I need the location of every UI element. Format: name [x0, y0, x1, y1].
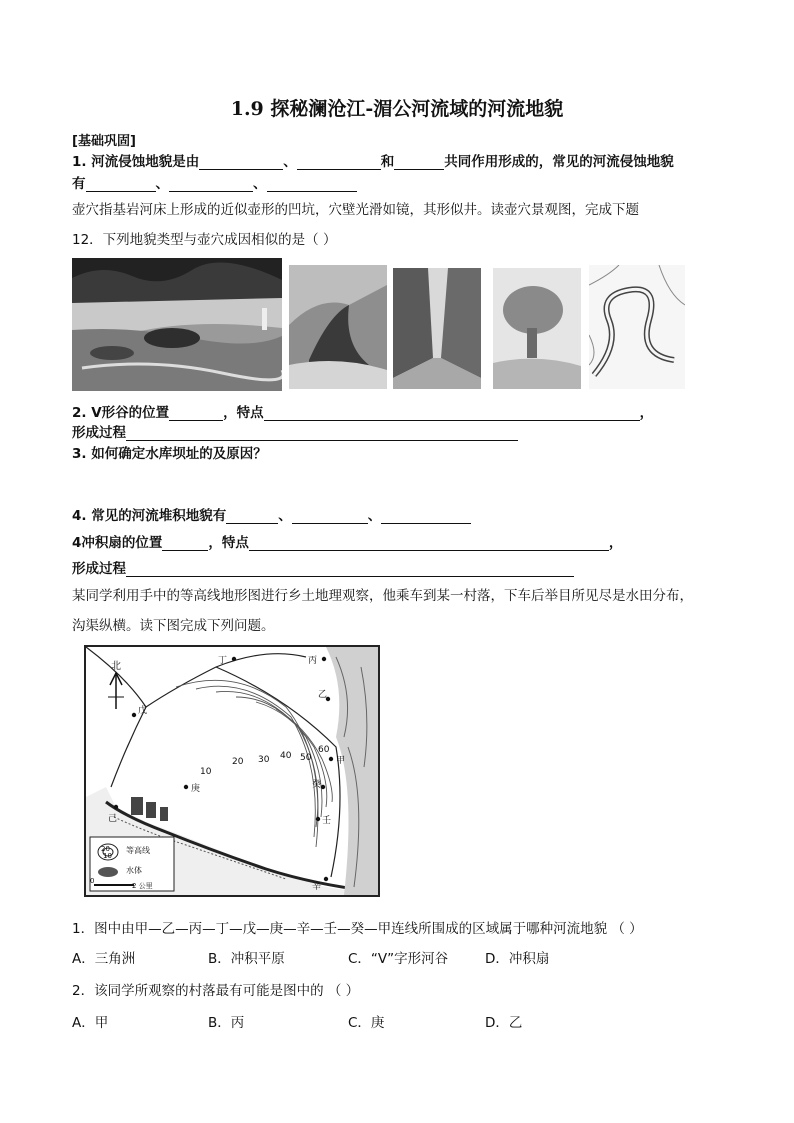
page-title: 1.9 探秘澜沧江-湄公河流域的河流地貌	[230, 98, 564, 120]
map-north-label: 北	[111, 661, 121, 672]
map-place-geng: 庚	[191, 784, 201, 794]
contour-map	[84, 645, 380, 897]
question-2-line1: 2. V形谷的位置 ，特点 ，	[72, 405, 654, 421]
contour-label-20: 20	[232, 757, 244, 767]
map-q2-option-d: D．乙	[485, 1015, 523, 1031]
map-intro-line2: 沟渠纵横。读下图完成下列问题。	[72, 618, 275, 634]
scale-end-label: 2 公里	[132, 882, 153, 890]
question-1-line2: 有 、 、	[72, 172, 357, 192]
map-q2-option-a: A．甲	[72, 1015, 109, 1031]
map-question-2: 2．该同学所观察的村落最有可能是图中的 （ ）	[72, 983, 360, 999]
legend-water-label: 水体	[126, 866, 142, 875]
question-1-line1: 1. 河流侵蚀地貌是由 、 和 共同作用形成的，常见的河流侵蚀地貌	[72, 154, 674, 170]
contour-label-10: 10	[200, 767, 212, 777]
map-place-wu: 戊	[138, 706, 148, 716]
pothole-photo	[72, 258, 282, 391]
meander-sketch	[589, 265, 685, 389]
map-place-bing: 丙	[308, 656, 318, 666]
question-12: 12．下列地貌类型与壶穴成因相似的是（ ）	[72, 232, 337, 248]
question-3: 3. 如何确定水库坝址的及原因？	[72, 446, 267, 462]
question-4b-line2: 形成过程	[72, 557, 574, 577]
question-4b-line1: 4冲积扇的位置 ，特点 ，	[72, 535, 623, 551]
map-intro-line1: 某同学利用手中的等高线地形图进行乡土地理观察，他乘车到某一村落，下车后举目所见尽是水田分布，	[72, 588, 693, 604]
map-q1-option-a: A．三角洲	[72, 951, 136, 967]
contour-label-60: 60	[318, 745, 330, 755]
v-valley-photo	[393, 268, 481, 389]
map-q1-option-c: C．“V”字形河谷	[348, 951, 449, 967]
map-place-xin: 辛	[312, 882, 322, 892]
mushroom-rock-photo	[493, 268, 581, 389]
contour-label-40: 40	[280, 751, 292, 761]
map-q2-option-b: B．丙	[208, 1015, 245, 1031]
map-q2-option-c: C．庚	[348, 1015, 385, 1031]
map-place-yi: 乙	[318, 690, 328, 700]
legend-contour-value-10: 10	[103, 852, 112, 860]
contour-label-50: 50	[300, 753, 312, 763]
legend-contour-value-20: 20	[101, 845, 110, 853]
contour-label-30: 30	[258, 755, 270, 765]
sand-dune-photo	[289, 265, 387, 389]
map-place-ding: 丁	[218, 656, 228, 666]
map-question-1: 1．图中由甲—乙—丙—丁—戊—庚—辛—壬—癸—甲连线所围成的区域属于哪种河流地貌 （ ）	[72, 921, 643, 937]
section-heading: [基础巩固]	[72, 134, 136, 149]
map-place-jia: 甲	[336, 756, 346, 766]
map-q1-option-b: B．冲积平原	[208, 951, 285, 967]
scale-zero-label: 0	[90, 877, 95, 885]
question-2-line2: 形成过程	[72, 421, 518, 441]
pothole-intro: 壶穴指基岩河床上形成的近似壶形的凹坑，穴壁光滑如镜，其形似井。读壶穴景观图，完成下题	[72, 202, 639, 218]
question-4-line1: 4. 常见的河流堆积地貌有 、 、	[72, 504, 471, 524]
map-place-ji: 己	[108, 814, 118, 824]
map-q1-option-d: D．冲积扇	[485, 951, 550, 967]
legend-contour-label: 等高线	[126, 846, 150, 855]
map-place-gui: 癸	[312, 780, 322, 790]
map-place-ren: 壬	[322, 816, 332, 826]
